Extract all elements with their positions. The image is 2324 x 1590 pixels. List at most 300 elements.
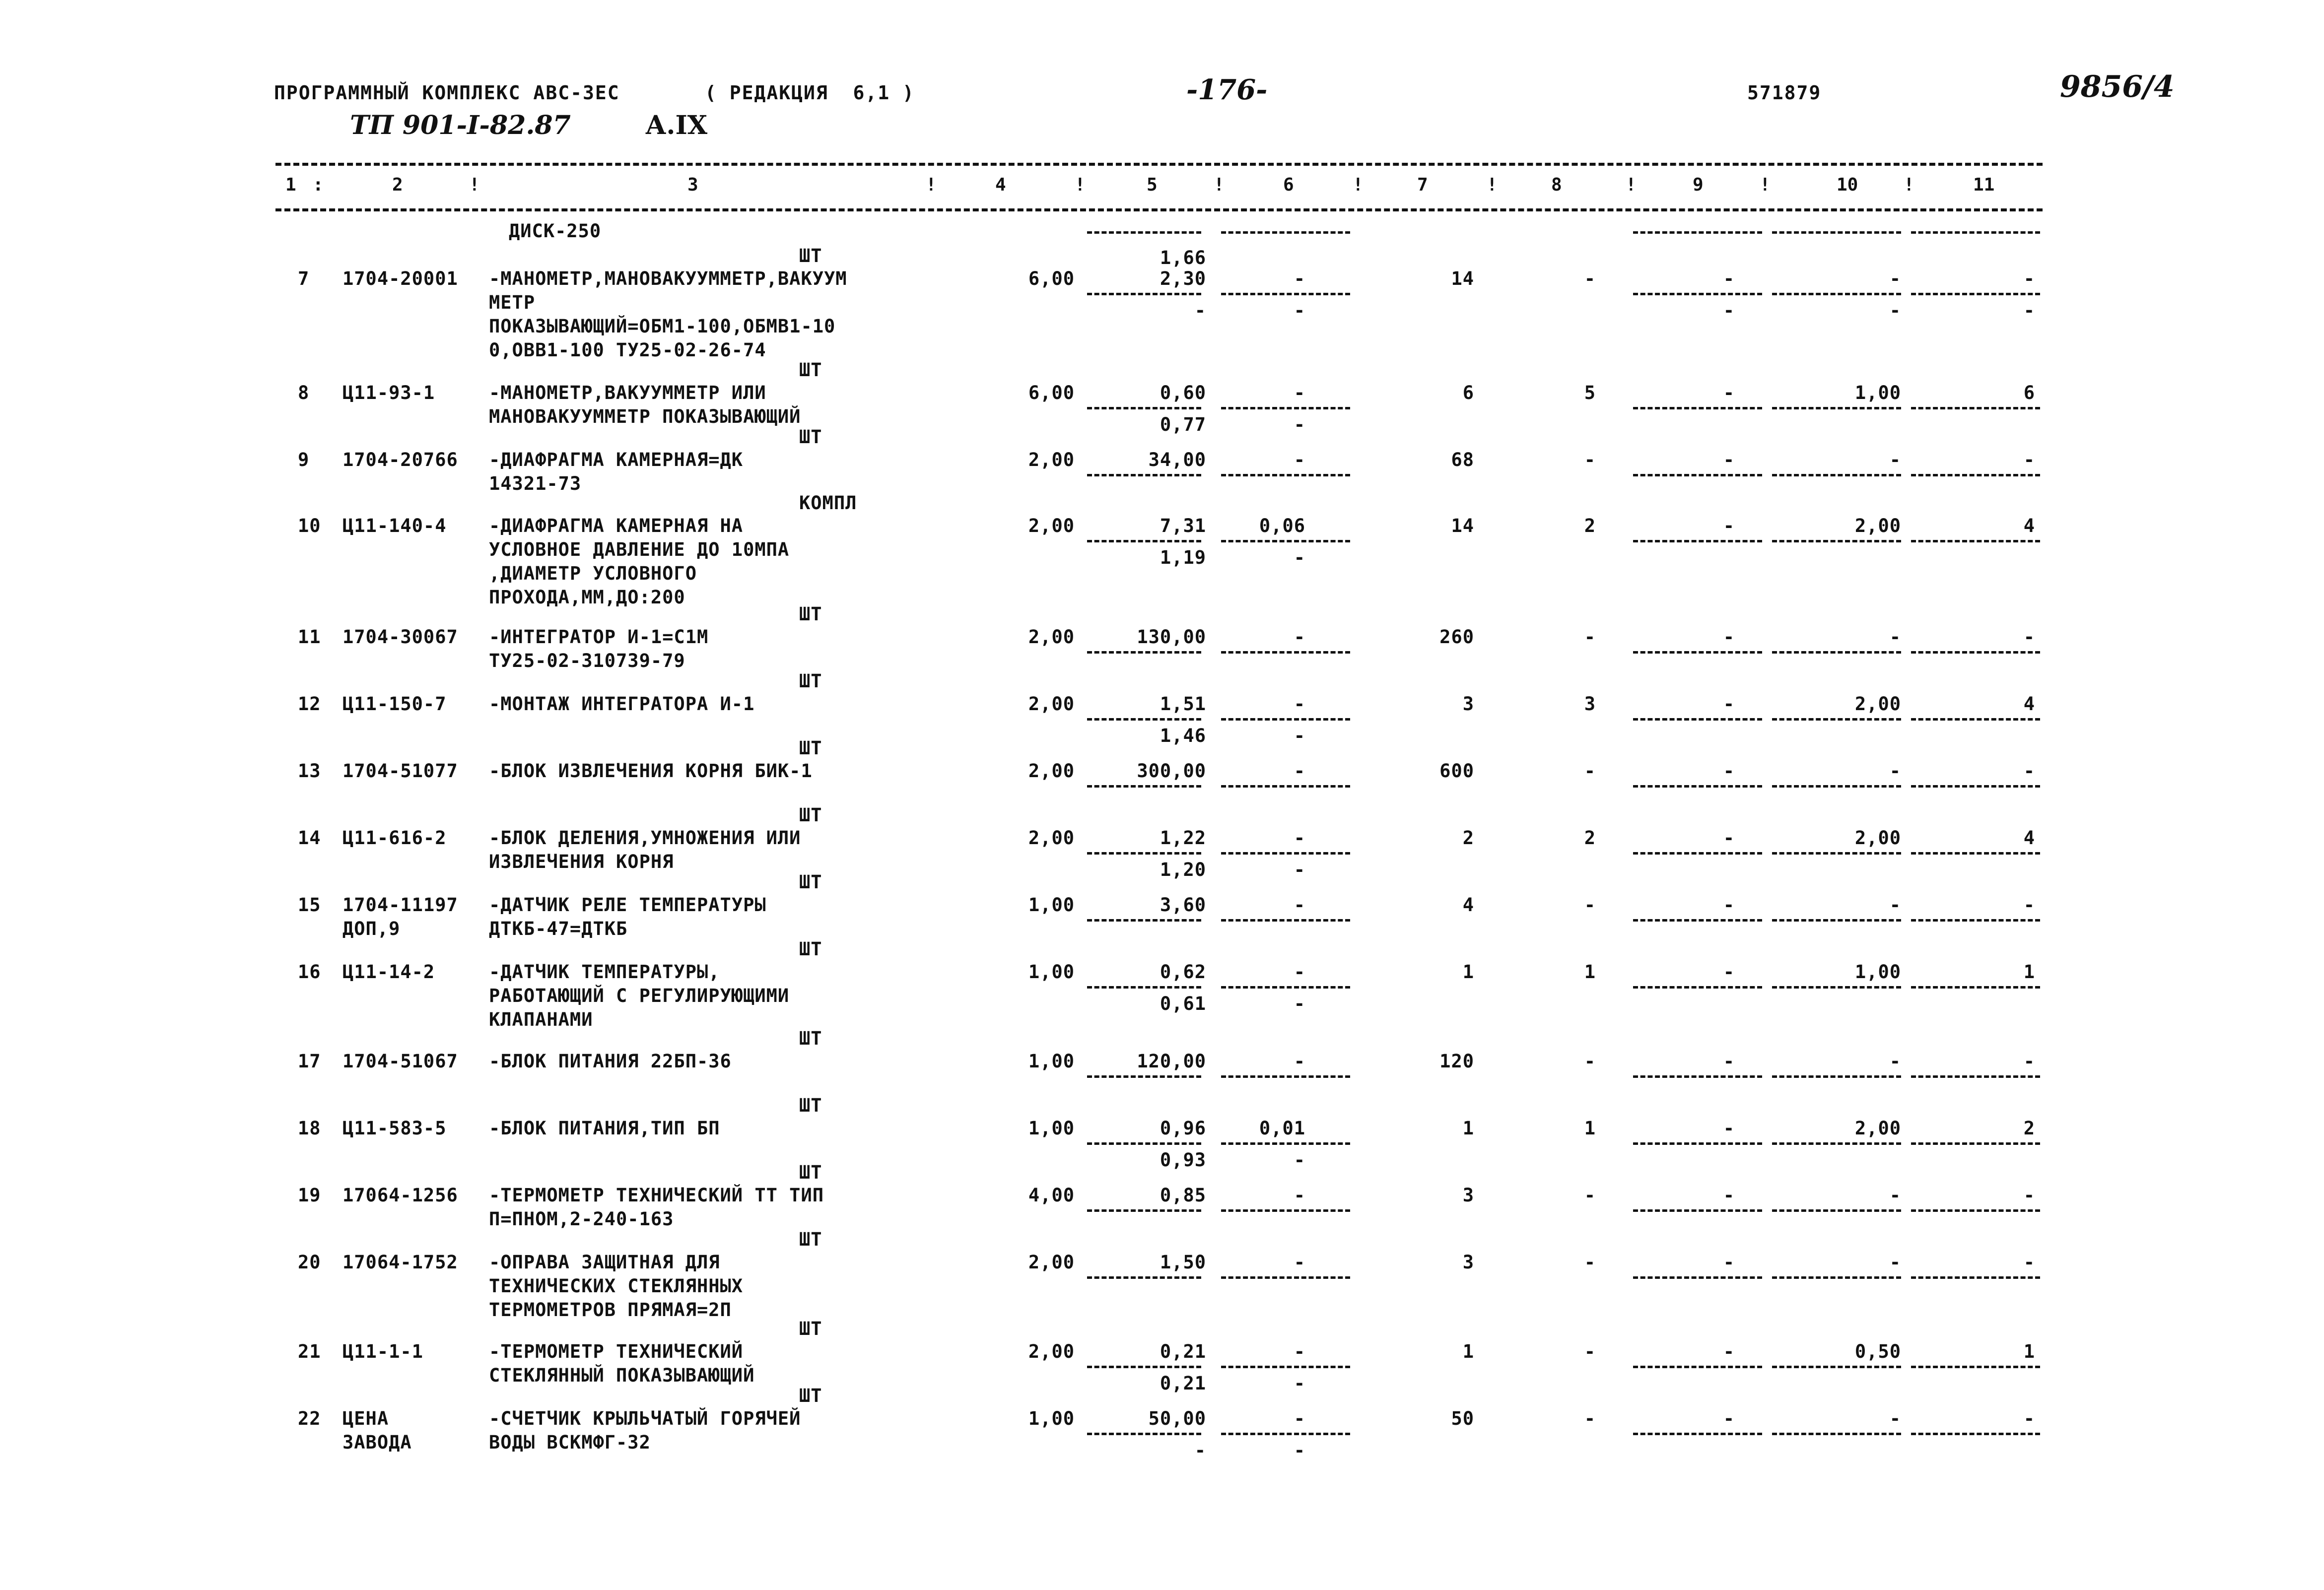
row-divider: [1087, 407, 1201, 409]
col5-lower: 1,20: [1160, 859, 1206, 880]
col7-value: 4: [1462, 894, 1474, 916]
row-description: -ОПРАВА ЗАЩИТНАЯ ДЛЯ: [489, 1252, 720, 1273]
row-divider: [1911, 231, 2040, 234]
col9-value: -: [1723, 827, 1735, 849]
row-code: Ц11-616-2: [342, 827, 447, 849]
row-divider: [1911, 986, 2040, 989]
row-divider: [1087, 540, 1201, 542]
column-header-14: 8: [1551, 175, 1562, 195]
row-divider: [1772, 785, 1901, 788]
col5-value: 0,85: [1160, 1185, 1206, 1206]
row-divider: [1221, 986, 1350, 989]
row-divider: [1633, 474, 1762, 476]
row-divider: [1087, 1276, 1201, 1279]
col5-lower: -: [1194, 1440, 1206, 1461]
col11-value: -: [2023, 268, 2035, 289]
row-divider: [1633, 852, 1762, 855]
row-divider: [1911, 852, 2040, 855]
column-header-19: !: [1904, 175, 1914, 195]
row-code: ЦЕНА: [342, 1408, 389, 1429]
col5-value: 1,22: [1160, 827, 1206, 849]
row-unit: КОМПЛ: [799, 492, 857, 514]
col7-value: 68: [1451, 449, 1474, 470]
col4-value: 6,00: [1028, 268, 1075, 289]
col6-value: -: [1294, 760, 1305, 782]
col9-lower: -: [1723, 300, 1735, 321]
row-number: 17: [298, 1051, 321, 1072]
row-unit: ШТ: [799, 1162, 822, 1183]
row-number: 10: [298, 515, 321, 536]
col4-value: 1,00: [1028, 1051, 1075, 1072]
col5-value: 7,31: [1160, 515, 1206, 536]
row-description: ВОДЫ ВСКМФГ-32: [489, 1432, 651, 1453]
row-description: ПОКАЗЫВАЮЩИЙ=ОБМ1-100,ОБМВ1-10: [489, 316, 836, 337]
col5-lower: 0,77: [1160, 414, 1206, 435]
row-divider: [1087, 785, 1201, 788]
row-description: КЛАПАНАМИ: [489, 1009, 593, 1030]
row-divider: [1087, 293, 1201, 295]
col8-value: 2: [1584, 515, 1596, 536]
row-description: ,ДИАМЕТР УСЛОВНОГО: [489, 563, 697, 584]
col6-lower: -: [1294, 300, 1305, 321]
col10-value: -: [1889, 449, 1901, 470]
row-number: 9: [298, 449, 310, 470]
row-description: -БЛОК ИЗВЛЕЧЕНИЯ КОРНЯ БИК-1: [489, 760, 813, 782]
row-code: Ц11-93-1: [342, 382, 435, 403]
row-description: -ТЕРМОМЕТР ТЕХНИЧЕСКИЙ: [489, 1341, 744, 1362]
col9-value: -: [1723, 515, 1735, 536]
col10-value: 1,00: [1854, 961, 1901, 983]
row-description: ТУ25-02-310739-79: [489, 650, 685, 671]
row-divider: [1911, 1209, 2040, 1212]
row-divider: [1911, 651, 2040, 654]
col5-value: 0,62: [1160, 961, 1206, 983]
col8-value: -: [1584, 449, 1596, 470]
column-header-4: 3: [687, 175, 698, 195]
col11-value: -: [2023, 1408, 2035, 1429]
col8-value: 5: [1584, 382, 1596, 403]
row-divider: [1772, 1276, 1901, 1279]
column-header-5: !: [926, 175, 937, 195]
row-divider: [1087, 474, 1201, 476]
col11-value: -: [2023, 894, 2035, 916]
col5-lower: 0,93: [1160, 1149, 1206, 1171]
row-divider: [1221, 1209, 1350, 1212]
row-description: УСЛОВНОЕ ДАВЛЕНИЕ ДО 10МПА: [489, 539, 790, 560]
project-code: ТП 901-I-82.87: [350, 110, 571, 140]
col11-value: 6: [2023, 382, 2035, 403]
row-code: 17064-1256: [342, 1185, 458, 1206]
row-divider: [1772, 293, 1901, 295]
col6-value: -: [1294, 626, 1305, 648]
row-divider: [1087, 1075, 1201, 1078]
row-number: 11: [298, 626, 321, 648]
col9-value: -: [1723, 894, 1735, 916]
row-divider: [1087, 852, 1201, 855]
col4-value: 1,00: [1028, 894, 1075, 916]
row-divider: [1633, 1142, 1762, 1145]
row-description: -БЛОК ДЕЛЕНИЯ,УМНОЖЕНИЯ ИЛИ: [489, 827, 801, 849]
row-description: -ДИАФРАГМА КАМЕРНАЯ=ДК: [489, 449, 744, 470]
col7-value: 1: [1462, 1118, 1474, 1139]
row-code: Ц11-1-1: [342, 1341, 423, 1362]
row-divider: [1633, 231, 1762, 234]
row-divider: [1633, 1209, 1762, 1212]
column-header-12: 7: [1417, 175, 1428, 195]
col11-value: 2: [2023, 1118, 2035, 1139]
col5-upper: 1,66: [1160, 247, 1206, 268]
row-divider: [1911, 474, 2040, 476]
col5-value: 300,00: [1137, 760, 1206, 782]
col8-value: 3: [1584, 693, 1596, 715]
row-divider: [1633, 1075, 1762, 1078]
row-divider: [1221, 540, 1350, 542]
row-description: -ДАТЧИК РЕЛЕ ТЕМПЕРАТУРЫ: [489, 894, 766, 916]
col9-value: -: [1723, 760, 1735, 782]
col6-lower: -: [1294, 725, 1305, 746]
col6-value: -: [1294, 693, 1305, 715]
row-number: 8: [298, 382, 310, 403]
row-description: РАБОТАЮЩИЙ С РЕГУЛИРУЮЩИМИ: [489, 985, 790, 1006]
col5-value: 2,30: [1160, 268, 1206, 289]
col7-value: 14: [1451, 268, 1474, 289]
row-code: Ц11-583-5: [342, 1118, 447, 1139]
row-divider: [1772, 1142, 1901, 1145]
col7-value: 3: [1462, 1185, 1474, 1206]
column-header-2: 2: [392, 175, 403, 195]
row-description: -МАНОМЕТР,МАНОВАКУУММЕТР,ВАКУУМ: [489, 268, 847, 289]
col4-value: 2,00: [1028, 515, 1075, 536]
col8-value: -: [1584, 760, 1596, 782]
col6-value: -: [1294, 1341, 1305, 1362]
col4-value: 2,00: [1028, 626, 1075, 648]
row-code-2: ДОП,9: [342, 918, 401, 939]
row-divider: [1221, 852, 1350, 855]
row-divider: [1911, 1433, 2040, 1435]
col5-value: 1,50: [1160, 1252, 1206, 1273]
col4-value: 2,00: [1028, 1341, 1075, 1362]
header-rule: [275, 208, 2043, 211]
edition-label: ( РЕДАКЦИЯ 6,1 ): [705, 82, 915, 104]
row-description: -МОНТАЖ ИНТЕГРАТОРА И-1: [489, 693, 755, 715]
row-divider: [1221, 651, 1350, 654]
column-header-3: !: [469, 175, 480, 195]
row-divider: [1911, 293, 2040, 295]
col11-value: 1: [2023, 961, 2035, 983]
row-code: 1704-51077: [342, 760, 458, 782]
row-number: 12: [298, 693, 321, 715]
column-header-18: 10: [1837, 175, 1858, 195]
col4-value: 2,00: [1028, 449, 1075, 470]
col10-value: 2,00: [1854, 515, 1901, 536]
col6-value: -: [1294, 894, 1305, 916]
col11-value: -: [2023, 1252, 2035, 1273]
row-divider: [1911, 785, 2040, 788]
row-description: -БЛОК ПИТАНИЯ 22БП-36: [489, 1051, 732, 1072]
col5-lower: 1,19: [1160, 547, 1206, 568]
col11-lower: -: [2023, 300, 2035, 321]
col8-value: -: [1584, 1341, 1596, 1362]
row-description: ТЕХНИЧЕСКИХ СТЕКЛЯННЫХ: [489, 1275, 744, 1297]
row-divider: [1633, 540, 1762, 542]
col11-value: -: [2023, 626, 2035, 648]
row-divider: [1221, 1366, 1350, 1368]
col10-value: -: [1889, 1185, 1901, 1206]
row-divider: [1087, 1433, 1201, 1435]
col10-value: -: [1889, 894, 1901, 916]
doc-code: 571879: [1747, 82, 1822, 104]
row-code: Ц11-14-2: [342, 961, 435, 983]
col11-value: 4: [2023, 515, 2035, 536]
col6-value: -: [1294, 268, 1305, 289]
row-divider: [1221, 919, 1350, 922]
row-unit: ШТ: [799, 603, 822, 625]
col5-lower: 0,61: [1160, 993, 1206, 1014]
row-divider: [1772, 1209, 1901, 1212]
row-divider: [1911, 718, 2040, 721]
col10-value: -: [1889, 1051, 1901, 1072]
col7-value: 1: [1462, 961, 1474, 983]
row-code: 1704-20766: [342, 449, 458, 470]
row-code: 1704-20001: [342, 268, 458, 289]
program-title: ПРОГРАММНЫЙ КОМПЛЕКС АВС-3ЕС: [274, 82, 620, 104]
col9-value: -: [1723, 1408, 1735, 1429]
row-unit: ШТ: [799, 426, 822, 448]
row-description: -ИНТЕГРАТОР И-1=С1М: [489, 626, 709, 648]
row-unit: ШТ: [799, 1318, 822, 1339]
col4-value: 2,00: [1028, 1252, 1075, 1273]
col9-value: -: [1723, 449, 1735, 470]
col7-value: 6: [1462, 382, 1474, 403]
col6-value: -: [1294, 1051, 1305, 1072]
row-divider: [1221, 1075, 1350, 1078]
row-number: 22: [298, 1408, 321, 1429]
col9-value: -: [1723, 1252, 1735, 1273]
row-description: -ДАТЧИК ТЕМПЕРАТУРЫ,: [489, 961, 720, 983]
column-header-6: 4: [995, 175, 1006, 195]
col9-value: -: [1723, 268, 1735, 289]
col8-value: -: [1584, 894, 1596, 916]
col11-value: -: [2023, 1185, 2035, 1206]
row-divider: [1911, 1366, 2040, 1368]
row-divider: [1772, 1433, 1901, 1435]
column-header-17: !: [1760, 175, 1771, 195]
row-code: 1704-51067: [342, 1051, 458, 1072]
row-description: СТЕКЛЯННЫЙ ПОКАЗЫВАЮЩИЙ: [489, 1365, 755, 1386]
col8-value: -: [1584, 1408, 1596, 1429]
row-code: 1704-30067: [342, 626, 458, 648]
col9-value: -: [1723, 1051, 1735, 1072]
column-header-16: 9: [1693, 175, 1704, 195]
col9-value: -: [1723, 693, 1735, 715]
row-divider: [1911, 919, 2040, 922]
row-divider: [1911, 540, 2040, 542]
col4-value: 1,00: [1028, 961, 1075, 983]
row-description: ТЕРМОМЕТРОВ ПРЯМАЯ=2П: [489, 1299, 732, 1321]
col4-value: 1,00: [1028, 1118, 1075, 1139]
row-number: 19: [298, 1185, 321, 1206]
col6-lower: -: [1294, 859, 1305, 880]
col10-value: -: [1889, 626, 1901, 648]
row-divider: [1772, 919, 1901, 922]
row-unit: ШТ: [799, 1028, 822, 1049]
col6-lower: -: [1294, 1373, 1305, 1394]
col7-value: 50: [1451, 1408, 1474, 1429]
row-divider: [1772, 986, 1901, 989]
row-divider: [1087, 1142, 1201, 1145]
row-divider: [1633, 1433, 1762, 1435]
row-divider: [1221, 231, 1350, 234]
column-header-1: :: [313, 175, 324, 195]
row-description: ДТКБ-47=ДТКБ: [489, 918, 628, 939]
row-divider: [1221, 1433, 1350, 1435]
row-unit: ШТ: [799, 1385, 822, 1406]
row-divider: [1772, 852, 1901, 855]
col8-value: -: [1584, 626, 1596, 648]
col6-value: 0,01: [1259, 1118, 1305, 1139]
col4-value: 4,00: [1028, 1185, 1075, 1206]
row-description: -БЛОК ПИТАНИЯ,ТИП БП: [489, 1118, 720, 1139]
column-header-20: 11: [1973, 175, 1995, 195]
row-unit: ШТ: [799, 245, 822, 266]
row-number: 15: [298, 894, 321, 916]
col8-value: 1: [1584, 961, 1596, 983]
row-divider: [1221, 1276, 1350, 1279]
row-unit: ШТ: [799, 359, 822, 381]
col5-value: 130,00: [1137, 626, 1206, 648]
row-unit: ШТ: [799, 1095, 822, 1116]
col10-value: -: [1889, 760, 1901, 782]
row-divider: [1633, 407, 1762, 409]
col10-value: -: [1889, 1252, 1901, 1273]
col11-value: 4: [2023, 827, 2035, 849]
row-number: 14: [298, 827, 321, 849]
top-text: ДИСК-250: [509, 220, 602, 242]
row-number: 13: [298, 760, 321, 782]
col7-value: 2: [1462, 827, 1474, 849]
col10-value: -: [1889, 268, 1901, 289]
col5-value: 0,60: [1160, 382, 1206, 403]
col6-lower: -: [1294, 414, 1305, 435]
col6-value: -: [1294, 961, 1305, 983]
col4-value: 1,00: [1028, 1408, 1075, 1429]
row-divider: [1772, 407, 1901, 409]
col7-value: 1: [1462, 1341, 1474, 1362]
row-divider: [1911, 1142, 2040, 1145]
column-header-10: 6: [1283, 175, 1294, 195]
col7-value: 14: [1451, 515, 1474, 536]
row-divider: [1087, 919, 1201, 922]
col11-value: 1: [2023, 1341, 2035, 1362]
row-divider: [1087, 1366, 1201, 1368]
col5-lower: 0,21: [1160, 1373, 1206, 1394]
row-divider: [1633, 785, 1762, 788]
row-divider: [1911, 1075, 2040, 1078]
row-divider: [1772, 474, 1901, 476]
col5-value: 0,96: [1160, 1118, 1206, 1139]
row-divider: [1221, 293, 1350, 295]
row-divider: [1087, 1209, 1201, 1212]
column-header-13: !: [1487, 175, 1498, 195]
row-code: 17064-1752: [342, 1252, 458, 1273]
col6-lower: -: [1294, 1440, 1305, 1461]
col9-value: -: [1723, 1341, 1735, 1362]
col4-value: 6,00: [1028, 382, 1075, 403]
col5-value: 120,00: [1137, 1051, 1206, 1072]
row-divider: [1772, 718, 1901, 721]
column-header-0: 1: [285, 175, 296, 195]
col7-value: 120: [1439, 1051, 1474, 1072]
col10-value: 2,00: [1854, 827, 1901, 849]
row-unit: ШТ: [799, 670, 822, 692]
row-number: 20: [298, 1252, 321, 1273]
row-description: ИЗВЛЕЧЕНИЯ КОРНЯ: [489, 851, 674, 872]
col6-value: -: [1294, 382, 1305, 403]
row-description: -ДИАФРАГМА КАМЕРНАЯ НА: [489, 515, 744, 536]
col4-value: 2,00: [1028, 693, 1075, 715]
column-header-11: !: [1353, 175, 1364, 195]
row-unit: ШТ: [799, 938, 822, 960]
col10-value: 2,00: [1854, 693, 1901, 715]
col5-value: 34,00: [1148, 449, 1206, 470]
row-unit: ШТ: [799, 1229, 822, 1250]
row-unit: ШТ: [799, 871, 822, 893]
row-divider: [1087, 651, 1201, 654]
row-number: 7: [298, 268, 310, 289]
col4-value: 2,00: [1028, 827, 1075, 849]
col5-value: 0,21: [1160, 1341, 1206, 1362]
col6-value: -: [1294, 449, 1305, 470]
row-description: -СЧЕТЧИК КРЫЛЬЧАТЫЙ ГОРЯЧЕЙ: [489, 1408, 801, 1429]
col9-value: -: [1723, 626, 1735, 648]
row-code: Ц11-140-4: [342, 515, 447, 536]
col11-value: -: [2023, 760, 2035, 782]
col7-value: 3: [1462, 693, 1474, 715]
row-number: 21: [298, 1341, 321, 1362]
col6-lower: -: [1294, 993, 1305, 1014]
row-description: МЕТР: [489, 292, 536, 313]
album-label: А.IХ: [645, 110, 708, 140]
column-header-7: !: [1075, 175, 1086, 195]
row-divider: [1772, 540, 1901, 542]
col10-lower: -: [1889, 300, 1901, 321]
col8-value: -: [1584, 268, 1596, 289]
col9-value: -: [1723, 1118, 1735, 1139]
row-unit: ШТ: [799, 804, 822, 826]
col4-value: 2,00: [1028, 760, 1075, 782]
row-divider: [1221, 474, 1350, 476]
col9-value: -: [1723, 382, 1735, 403]
row-divider: [1772, 1366, 1901, 1368]
column-header-8: 5: [1147, 175, 1158, 195]
row-code-2: ЗАВОДА: [342, 1432, 412, 1453]
row-divider: [1087, 718, 1201, 721]
row-number: 18: [298, 1118, 321, 1139]
col7-value: 3: [1462, 1252, 1474, 1273]
row-code: Ц11-150-7: [342, 693, 447, 715]
col9-value: -: [1723, 1185, 1735, 1206]
page-number: -176-: [1186, 73, 1268, 106]
col10-value: 2,00: [1854, 1118, 1901, 1139]
col6-value: -: [1294, 1185, 1305, 1206]
col11-value: -: [2023, 449, 2035, 470]
col7-value: 260: [1439, 626, 1474, 648]
col5-lower: 1,46: [1160, 725, 1206, 746]
row-description: 14321-73: [489, 473, 582, 494]
row-divider: [1633, 1366, 1762, 1368]
col9-value: -: [1723, 961, 1735, 983]
row-divider: [1221, 407, 1350, 409]
